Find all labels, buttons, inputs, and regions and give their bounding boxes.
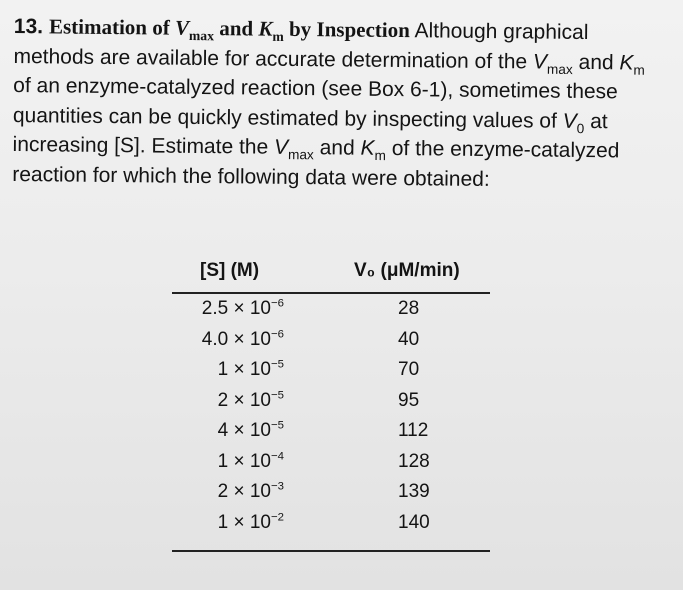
table-row [172, 325, 490, 356]
table-row [172, 386, 490, 417]
table-row [172, 294, 490, 325]
substrate-concentration-cell [218, 359, 284, 381]
substrate-concentration-cell [202, 298, 284, 320]
substrate-concentration-cell [218, 390, 284, 412]
table-row [172, 477, 490, 508]
problem-number: 13. [13, 14, 44, 39]
table-header [172, 252, 490, 294]
concentration-mantissa: 4.0 × 10 [201, 328, 271, 350]
concentration-mantissa: 1 × 10 [217, 359, 271, 380]
substrate-concentration-cell [202, 329, 284, 351]
velocity-cell: 112 [398, 420, 429, 441]
data-table [172, 252, 490, 552]
velocity-cell: 139 [398, 481, 430, 502]
header-substrate-concentration: [S] (M) [200, 260, 260, 281]
substrate-concentration-cell [218, 512, 284, 534]
table-row [172, 447, 490, 478]
concentration-exponent: −5 [271, 358, 284, 371]
header-initial-velocity: V₀ (μM/min) [354, 260, 460, 281]
table-body [172, 294, 490, 538]
table-bottom-rule [172, 538, 490, 552]
velocity-cell: 28 [398, 298, 420, 319]
substrate-concentration-cell [218, 481, 284, 503]
concentration-exponent: −3 [271, 480, 284, 493]
table-row [172, 355, 490, 386]
concentration-exponent: −6 [271, 328, 284, 341]
concentration-mantissa: 2 × 10 [217, 389, 271, 411]
concentration-mantissa: 1 × 10 [217, 511, 271, 533]
concentration-exponent: −5 [271, 389, 284, 402]
table-row [172, 508, 490, 539]
problem-text [12, 12, 654, 196]
concentration-mantissa: 2.5 × 10 [201, 298, 271, 319]
substrate-concentration-cell [218, 420, 284, 442]
velocity-cell: 70 [398, 359, 420, 380]
concentration-mantissa: 4 × 10 [217, 420, 271, 441]
velocity-cell: 40 [398, 328, 420, 350]
problem-body: Although graphical methods are available for accurate determination of the $V_{max}$ and $K_m$ of an enzyme-catalyzed reaction (see Box 6-1), sometimes these quantities can be quickly estimated by inspecting values of $V_0$ at increasing [S]. Estimate the $V_{max}$ and $K_m$ of the enzyme-catalyzed reaction for which the following data were obtained: [12, 19, 645, 191]
table-row [172, 416, 490, 447]
concentration-mantissa: 1 × 10 [217, 450, 271, 472]
velocity-cell: 128 [398, 450, 430, 472]
velocity-cell: 95 [398, 389, 420, 411]
concentration-exponent: −4 [271, 450, 284, 463]
concentration-exponent: −2 [271, 511, 284, 524]
substrate-concentration-cell [218, 451, 284, 473]
concentration-exponent: −6 [271, 297, 284, 310]
problem-title: Estimation of $V_{max}$ and $K_m$ by Inspection [48, 14, 410, 45]
velocity-cell: 140 [398, 511, 430, 533]
concentration-exponent: −5 [271, 419, 284, 432]
concentration-mantissa: 2 × 10 [217, 481, 271, 502]
